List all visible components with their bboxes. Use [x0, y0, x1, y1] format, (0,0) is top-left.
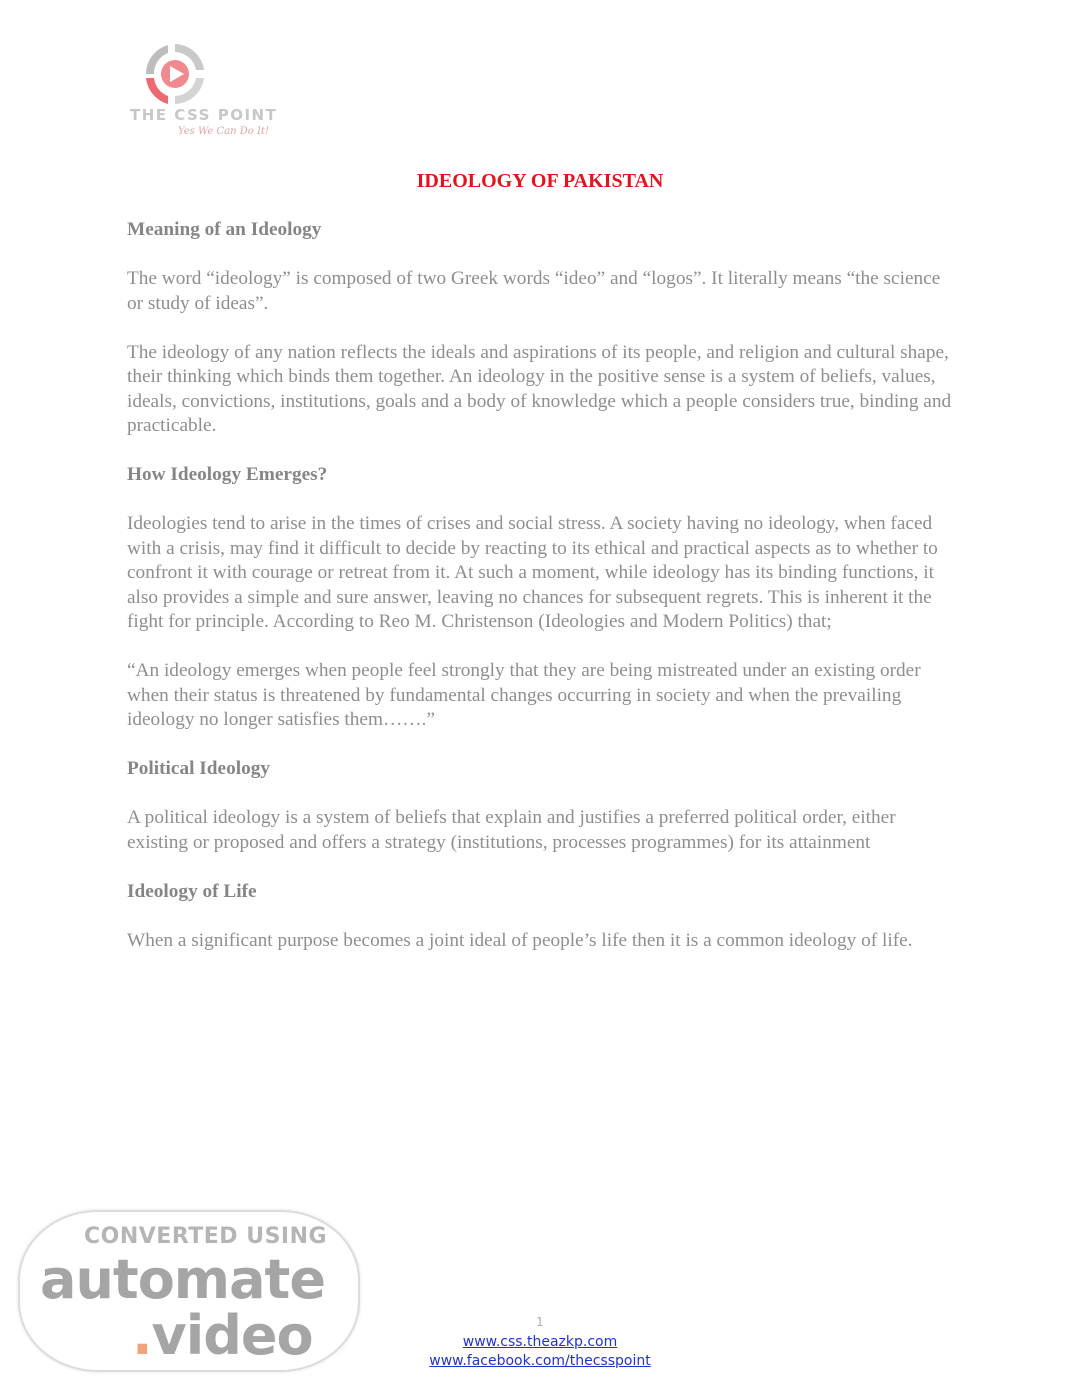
paragraph: A political ideology is a system of beliefs that explain and justifies a preferred political order, either existing or proposed and offers a strategy (institutions, processes programmes) for its attainment [127, 807, 896, 853]
watermark-video: video [151, 1304, 313, 1367]
paragraph: Ideologies tend to arise in the times of crises and social stress. A society having no ideology, when faced with a crisis, may find it difficult to decide by reacting to its ethical and practical aspects as to whether to confront it with courage or retreat from it. At such a moment, while ideology has its binding functions, it also provides a simple and sure answer, leaving no chances for subsequent regrets. This is inherent it the fight for principle. According to Reo M. Christenson (Ideologies and Modern Politics) that; [127, 513, 938, 632]
section-heading: Political Ideology [127, 758, 270, 779]
document-body [127, 218, 957, 978]
page-number: 1 [536, 1315, 544, 1329]
website-link[interactable]: www.css.theazkp.com [462, 1334, 618, 1350]
site-logo [130, 40, 290, 145]
paragraph: When a significant purpose becomes a joint ideal of people’s life then it is a common ideology of life. [127, 929, 913, 951]
document-title: IDEOLOGY OF PAKISTAN [416, 170, 664, 192]
quote-paragraph: “An ideology emerges when people feel strongly that they are being mistreated under an existing order when their status is threatened by fundamental changes occurring in society and when the prevailing ideology no longer satisfies them…….” [127, 660, 921, 730]
paragraph: The word “ideology” is composed of two Greek words “ideo” and “logos”. It literally means “the science or study of ideas”. [127, 268, 941, 314]
section-heading: Meaning of an Ideology [127, 219, 322, 240]
logo-tagline: Yes We Can Do It! [178, 126, 269, 137]
logo-title: THE CSS POINT [130, 106, 278, 124]
facebook-link[interactable]: www.facebook.com/thecsspoint [429, 1353, 651, 1369]
watermark-caption: CONVERTED USING [84, 1224, 328, 1249]
section-heading: How Ideology Emerges? [127, 464, 328, 485]
converter-watermark [18, 1210, 360, 1372]
paragraph: The ideology of any nation reflects the ideals and aspirations of its people, and religion and cultural shape, their thinking which binds them together. An ideology in the positive sense is a system of beliefs, values, ideals, convictions, institutions, goals and a body of knowledge which a people considers true, binding and practicable. [127, 341, 952, 436]
watermark-dot: . [132, 1304, 152, 1367]
recycle-play-icon [140, 40, 210, 108]
section-heading: Ideology of Life [127, 880, 257, 902]
watermark-brand-suffix [132, 1306, 313, 1366]
watermark-brand: automate [40, 1248, 325, 1311]
